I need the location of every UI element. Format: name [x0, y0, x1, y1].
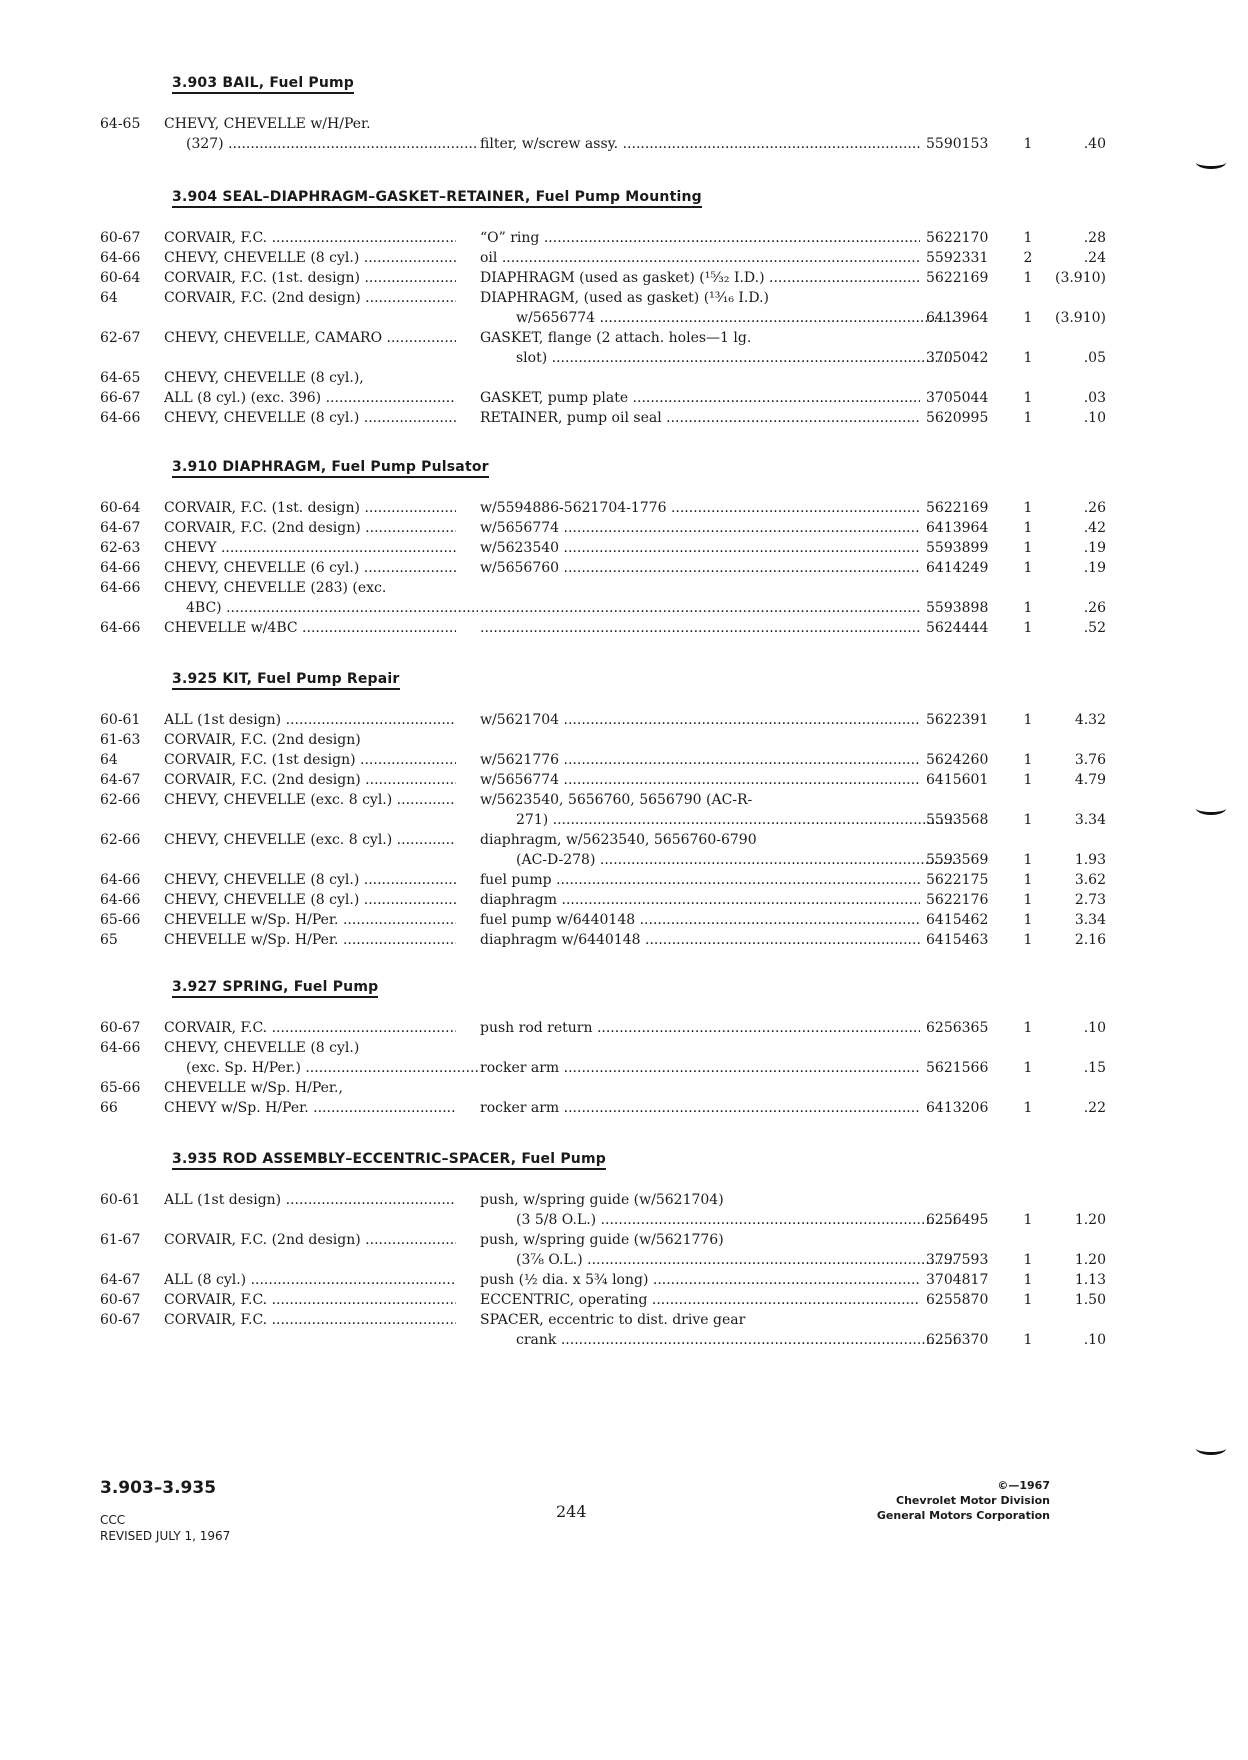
quantity: 1 — [1023, 912, 1033, 928]
model-years: 61-63 — [100, 732, 141, 748]
table-row — [100, 498, 1106, 518]
table-row — [100, 1250, 1106, 1270]
model-name: ALL (8 cyl.) ..... — [164, 1270, 456, 1290]
model-name: CHEVY, CHEVELLE (exc. 8 cyl.) ..... — [164, 790, 456, 810]
quantity: 1 — [1023, 872, 1033, 888]
part-description — [480, 618, 920, 638]
table-row — [100, 538, 1106, 558]
model-name: CORVAIR, F.C. (2nd design) ..... — [164, 770, 456, 790]
table-row — [100, 770, 1106, 790]
model-years: 65 — [100, 932, 118, 948]
part-description: RETAINER, pump oil seal ..... — [480, 408, 920, 428]
model-years: 60-67 — [100, 230, 141, 246]
price: .26 — [1083, 600, 1106, 616]
part-description: rocker arm ..... — [480, 1098, 920, 1118]
part-description: filter, w/screw assy. ..... — [480, 134, 920, 154]
part-description: fuel pump ..... — [480, 870, 920, 890]
table-row — [100, 388, 1106, 408]
price: 1.20 — [1074, 1212, 1106, 1228]
part-description: GASKET, pump plate ..... — [480, 388, 920, 408]
table-row — [100, 910, 1106, 930]
quantity: 1 — [1023, 560, 1033, 576]
model-name: ALL (8 cyl.) (exc. 396) ..... — [164, 388, 456, 408]
table-row — [100, 348, 1106, 368]
model-years: 62-66 — [100, 832, 141, 848]
part-description: (AC-D-278) ..... — [480, 850, 956, 870]
table-row — [100, 518, 1106, 538]
parts-table — [100, 498, 1106, 638]
model-years: 64-66 — [100, 872, 141, 888]
table-row — [100, 598, 1106, 618]
part-number: 5622169 — [926, 500, 989, 516]
model-name: CHEVY, CHEVELLE, CAMARO ..... — [164, 328, 456, 348]
price: .05 — [1083, 350, 1106, 366]
model-years: 64-65 — [100, 370, 141, 386]
model-name: CHEVELLE w/Sp. H/Per. ..... — [164, 910, 456, 930]
model-years: 64-66 — [100, 1040, 141, 1056]
part-number: 5621566 — [926, 1060, 989, 1076]
part-description: diaphragm w/6440148 ..... — [480, 930, 920, 950]
price: 3.34 — [1074, 912, 1106, 928]
section-range: 3.903–3.935 — [100, 1478, 217, 1498]
price: .19 — [1083, 560, 1106, 576]
model-name: CORVAIR, F.C. (1st. design) ..... — [164, 498, 456, 518]
binder-mark — [1196, 802, 1226, 815]
part-description: diaphragm, w/5623540, 5656760-6790 — [480, 832, 757, 848]
quantity: 1 — [1023, 540, 1033, 556]
part-description: ECCENTRIC, operating ..... — [480, 1290, 920, 1310]
part-number: 6415601 — [926, 772, 989, 788]
price: 4.32 — [1074, 712, 1106, 728]
model-years: 62-63 — [100, 540, 141, 556]
model-years: 62-67 — [100, 330, 141, 346]
price: 3.34 — [1074, 812, 1106, 828]
part-description: “O” ring ..... — [480, 228, 920, 248]
quantity: 1 — [1023, 136, 1033, 152]
table-row — [100, 730, 1010, 750]
model-years: 60-67 — [100, 1292, 141, 1308]
price: .19 — [1083, 540, 1106, 556]
part-number: 3704817 — [926, 1272, 989, 1288]
model-name: CHEVY, CHEVELLE (8 cyl.) ..... — [164, 870, 456, 890]
part-number: 5622176 — [926, 892, 989, 908]
table-row — [100, 578, 1010, 598]
part-description: w/5621704 ..... — [480, 710, 920, 730]
table-row — [100, 1098, 1106, 1118]
table-row — [100, 228, 1106, 248]
quantity: 2 — [1023, 250, 1033, 266]
quantity: 1 — [1023, 1060, 1033, 1076]
part-number: 5624444 — [926, 620, 989, 636]
model-name: CHEVY, CHEVELLE w/H/Per. — [164, 116, 371, 132]
part-description: push (½ dia. x 5¾ long) ..... — [480, 1270, 920, 1290]
table-row — [100, 1230, 1010, 1250]
model-name: CHEVY, CHEVELLE (8 cyl.) ..... — [164, 408, 456, 428]
table-row — [100, 870, 1106, 890]
part-description: GASKET, flange (2 attach. holes—1 lg. — [480, 330, 752, 346]
quantity: 1 — [1023, 1332, 1033, 1348]
table-row — [100, 790, 1010, 810]
model-years: 60-64 — [100, 270, 141, 286]
table-row — [100, 1078, 1010, 1098]
part-number: 6413964 — [926, 520, 989, 536]
part-description: w/5656774 ..... — [480, 518, 920, 538]
table-row — [100, 850, 1106, 870]
table-row — [100, 810, 1106, 830]
table-row — [100, 710, 1106, 730]
part-number: 5622170 — [926, 230, 989, 246]
part-number: 5622169 — [926, 270, 989, 286]
table-row — [100, 558, 1106, 578]
table-row — [100, 308, 1106, 328]
model-name: CORVAIR, F.C. (1st design) ..... — [164, 750, 456, 770]
price: .28 — [1083, 230, 1106, 246]
part-number: 3705044 — [926, 390, 989, 406]
model-name: 4BC) ..... — [164, 598, 478, 618]
quantity: 1 — [1023, 620, 1033, 636]
table-row — [100, 368, 1010, 388]
table-row — [100, 618, 1106, 638]
quantity: 1 — [1023, 1272, 1033, 1288]
part-description: w/5623540, 5656760, 5656790 (AC-R- — [480, 792, 753, 808]
table-row — [100, 830, 1010, 850]
part-number: 6413964 — [926, 310, 989, 326]
table-row — [100, 408, 1106, 428]
part-description: SPACER, eccentric to dist. drive gear — [480, 1312, 746, 1328]
section — [100, 1148, 1106, 1350]
division-name: Chevrolet Motor Division — [896, 1494, 1050, 1507]
part-number: 5624260 — [926, 752, 989, 768]
part-number: 6413206 — [926, 1100, 989, 1116]
part-description: rocker arm ..... — [480, 1058, 920, 1078]
price: (3.910) — [1054, 310, 1106, 326]
quantity: 1 — [1023, 270, 1033, 286]
table-row — [100, 750, 1106, 770]
quantity: 1 — [1023, 600, 1033, 616]
model-years: 66 — [100, 1100, 118, 1116]
part-description: fuel pump w/6440148 ..... — [480, 910, 920, 930]
price: 2.16 — [1074, 932, 1106, 948]
part-number: 5593898 — [926, 600, 989, 616]
section-title: 3.925 KIT, Fuel Pump Repair — [172, 671, 400, 690]
parts-table — [100, 228, 1106, 428]
price: 4.79 — [1074, 772, 1106, 788]
model-name: (327) ..... — [164, 134, 478, 154]
price: .03 — [1083, 390, 1106, 406]
model-name: CHEVY, CHEVELLE (8 cyl.) — [164, 1040, 360, 1056]
model-name: CORVAIR, F.C. ..... — [164, 1290, 456, 1310]
model-years: 64 — [100, 752, 118, 768]
model-name: ALL (1st design) ..... — [164, 710, 456, 730]
part-description: w/5656774 ..... — [480, 770, 920, 790]
model-name: CHEVY, CHEVELLE (8 cyl.) ..... — [164, 890, 456, 910]
section-title: 3.935 ROD ASSEMBLY–ECCENTRIC–SPACER, Fuel Pump — [172, 1151, 606, 1170]
model-years: 60-61 — [100, 1192, 141, 1208]
part-description: 271) ..... — [480, 810, 956, 830]
model-years: 65-66 — [100, 912, 141, 928]
section — [100, 456, 1106, 638]
part-number: 6256495 — [926, 1212, 989, 1228]
page-number: 244 — [556, 1502, 587, 1521]
model-years: 62-66 — [100, 792, 141, 808]
model-years: 64-66 — [100, 560, 141, 576]
price: 3.76 — [1074, 752, 1106, 768]
part-number: 5593568 — [926, 812, 989, 828]
part-description: push, w/spring guide (w/5621776) — [480, 1232, 724, 1248]
part-number: 3705042 — [926, 350, 989, 366]
quantity: 1 — [1023, 752, 1033, 768]
table-row — [100, 1038, 1010, 1058]
parts-table — [100, 1018, 1106, 1118]
part-description: slot) ..... — [480, 348, 956, 368]
part-description: w/5594886-5621704-1776 ..... — [480, 498, 920, 518]
part-number: 6255870 — [926, 1292, 989, 1308]
price: .22 — [1083, 1100, 1106, 1116]
section-title: 3.927 SPRING, Fuel Pump — [172, 979, 378, 998]
model-years: 64-67 — [100, 1272, 141, 1288]
part-number: 5592331 — [926, 250, 989, 266]
table-row — [100, 1210, 1106, 1230]
parts-table — [100, 1190, 1106, 1350]
price: .10 — [1083, 1020, 1106, 1036]
table-row — [100, 1058, 1106, 1078]
model-years: 64-67 — [100, 520, 141, 536]
quantity: 1 — [1023, 1020, 1033, 1036]
quantity: 1 — [1023, 350, 1033, 366]
section-title: 3.903 BAIL, Fuel Pump — [172, 75, 354, 94]
model-name: CHEVY, CHEVELLE (8 cyl.), — [164, 370, 364, 386]
section-title: 3.910 DIAPHRAGM, Fuel Pump Pulsator — [172, 459, 489, 478]
price: 1.20 — [1074, 1252, 1106, 1268]
quantity: 1 — [1023, 1292, 1033, 1308]
part-number: 5593569 — [926, 852, 989, 868]
copyright: ©—1967 — [997, 1479, 1050, 1492]
table-row — [100, 1290, 1106, 1310]
quantity: 1 — [1023, 1212, 1033, 1228]
model-years: 60-67 — [100, 1312, 141, 1328]
model-years: 64-66 — [100, 892, 141, 908]
table-row — [100, 268, 1106, 288]
price: 3.62 — [1074, 872, 1106, 888]
table-row — [100, 930, 1106, 950]
part-description: w/5623540 ..... — [480, 538, 920, 558]
part-number: 5622391 — [926, 712, 989, 728]
price: .24 — [1083, 250, 1106, 266]
parts-table — [100, 710, 1106, 950]
footer-left — [100, 1478, 230, 1544]
quantity: 1 — [1023, 852, 1033, 868]
section — [100, 186, 1106, 428]
table-row — [100, 1190, 1010, 1210]
price: .15 — [1083, 1060, 1106, 1076]
binder-mark — [1196, 1442, 1226, 1455]
price: 1.50 — [1074, 1292, 1106, 1308]
quantity: 1 — [1023, 892, 1033, 908]
part-description — [480, 598, 920, 618]
table-row — [100, 1310, 1010, 1330]
table-row — [100, 134, 1106, 154]
price: .52 — [1083, 620, 1106, 636]
part-description: push rod return ..... — [480, 1018, 920, 1038]
quantity: 1 — [1023, 932, 1033, 948]
model-years: 64-66 — [100, 620, 141, 636]
quantity: 1 — [1023, 410, 1033, 426]
binder-mark — [1196, 156, 1226, 169]
quantity: 1 — [1023, 1100, 1033, 1116]
quantity: 1 — [1023, 812, 1033, 828]
part-number: 6415463 — [926, 932, 989, 948]
price: .26 — [1083, 500, 1106, 516]
section — [100, 72, 1106, 154]
model-years: 66-67 — [100, 390, 141, 406]
part-number: 5620995 — [926, 410, 989, 426]
table-row — [100, 248, 1106, 268]
model-name: CHEVY w/Sp. H/Per. ..... — [164, 1098, 456, 1118]
price: .10 — [1083, 1332, 1106, 1348]
model-name: CHEVELLE w/4BC ..... — [164, 618, 456, 638]
model-name: CHEVY, CHEVELLE (exc. 8 cyl.) ..... — [164, 830, 456, 850]
quantity: 1 — [1023, 500, 1033, 516]
model-years: 60-61 — [100, 712, 141, 728]
price: 2.73 — [1074, 892, 1106, 908]
parts-table — [100, 114, 1106, 154]
part-number: 3797593 — [926, 1252, 989, 1268]
part-description: w/5656774 ..... — [480, 308, 956, 328]
part-description: DIAPHRAGM, (used as gasket) (¹³⁄₁₆ I.D.) — [480, 290, 770, 306]
part-description: oil ..... — [480, 248, 920, 268]
quantity: 1 — [1023, 310, 1033, 326]
section-title: 3.904 SEAL–DIAPHRAGM–GASKET–RETAINER, Fuel Pump Mounting — [172, 189, 702, 208]
model-name: CORVAIR, F.C. (2nd design) ..... — [164, 518, 456, 538]
model-name: CHEVY, CHEVELLE (8 cyl.) ..... — [164, 248, 456, 268]
model-name: CHEVELLE w/Sp. H/Per. ..... — [164, 930, 456, 950]
price: (3.910) — [1054, 270, 1106, 286]
model-name: (exc. Sp. H/Per.) ..... — [164, 1058, 478, 1078]
section — [100, 668, 1106, 950]
model-years: 60-67 — [100, 1020, 141, 1036]
table-row — [100, 1270, 1106, 1290]
quantity: 1 — [1023, 712, 1033, 728]
table-row — [100, 114, 1010, 134]
part-number: 6256365 — [926, 1020, 989, 1036]
part-description: w/5656760 ..... — [480, 558, 920, 578]
price: .42 — [1083, 520, 1106, 536]
footer-right — [820, 1478, 1050, 1523]
table-row — [100, 328, 1010, 348]
quantity: 1 — [1023, 772, 1033, 788]
part-description: push, w/spring guide (w/5621704) — [480, 1192, 724, 1208]
part-number: 5622175 — [926, 872, 989, 888]
model-years: 60-64 — [100, 500, 141, 516]
model-name: CORVAIR, F.C. ..... — [164, 228, 456, 248]
model-name: CHEVY, CHEVELLE (283) (exc. — [164, 580, 387, 596]
corporation-name: General Motors Corporation — [876, 1509, 1050, 1522]
price: .10 — [1083, 410, 1106, 426]
price: .40 — [1083, 136, 1106, 152]
section — [100, 976, 1106, 1118]
part-description: (3 5/8 O.L.) ..... — [480, 1210, 956, 1230]
part-description: crank ..... — [480, 1330, 956, 1350]
part-number: 5593899 — [926, 540, 989, 556]
model-years: 64-67 — [100, 772, 141, 788]
revised-date: REVISED JULY 1, 1967 — [100, 1529, 231, 1543]
catalog-code: CCC — [100, 1513, 126, 1527]
model-name: CORVAIR, F.C. (2nd design) — [164, 732, 361, 748]
part-description: diaphragm ..... — [480, 890, 920, 910]
table-row — [100, 890, 1106, 910]
model-years: 64-65 — [100, 116, 141, 132]
part-number: 6415462 — [926, 912, 989, 928]
model-name: CHEVELLE w/Sp. H/Per., — [164, 1080, 343, 1096]
model-years: 61-67 — [100, 1232, 141, 1248]
quantity: 1 — [1023, 1252, 1033, 1268]
model-name: CHEVY, CHEVELLE (6 cyl.) ..... — [164, 558, 456, 578]
table-row — [100, 288, 1010, 308]
model-name: CORVAIR, F.C. ..... — [164, 1018, 456, 1038]
model-years: 64-66 — [100, 580, 141, 596]
price: 1.93 — [1074, 852, 1106, 868]
model-name: CORVAIR, F.C. (2nd design) ..... — [164, 1230, 456, 1250]
model-years: 64-66 — [100, 250, 141, 266]
model-years: 64 — [100, 290, 118, 306]
table-row — [100, 1330, 1106, 1350]
quantity: 1 — [1023, 520, 1033, 536]
part-number: 6414249 — [926, 560, 989, 576]
model-name: CORVAIR, F.C. (1st. design) ..... — [164, 268, 456, 288]
model-years: 65-66 — [100, 1080, 141, 1096]
quantity: 1 — [1023, 230, 1033, 246]
model-name: CHEVY ..... — [164, 538, 456, 558]
model-years: 64-66 — [100, 410, 141, 426]
part-number: 5590153 — [926, 136, 989, 152]
part-number: 6256370 — [926, 1332, 989, 1348]
part-description: DIAPHRAGM (used as gasket) (¹⁵⁄₃₂ I.D.) ..... — [480, 268, 920, 288]
model-name: CORVAIR, F.C. ..... — [164, 1310, 456, 1330]
model-name: ALL (1st design) ..... — [164, 1190, 456, 1210]
price: 1.13 — [1074, 1272, 1106, 1288]
quantity: 1 — [1023, 390, 1033, 406]
table-row — [100, 1018, 1106, 1038]
model-name: CORVAIR, F.C. (2nd design) ..... — [164, 288, 456, 308]
part-description: w/5621776 ..... — [480, 750, 920, 770]
part-description: (3⁷⁄₈ O.L.) ..... — [480, 1250, 956, 1270]
